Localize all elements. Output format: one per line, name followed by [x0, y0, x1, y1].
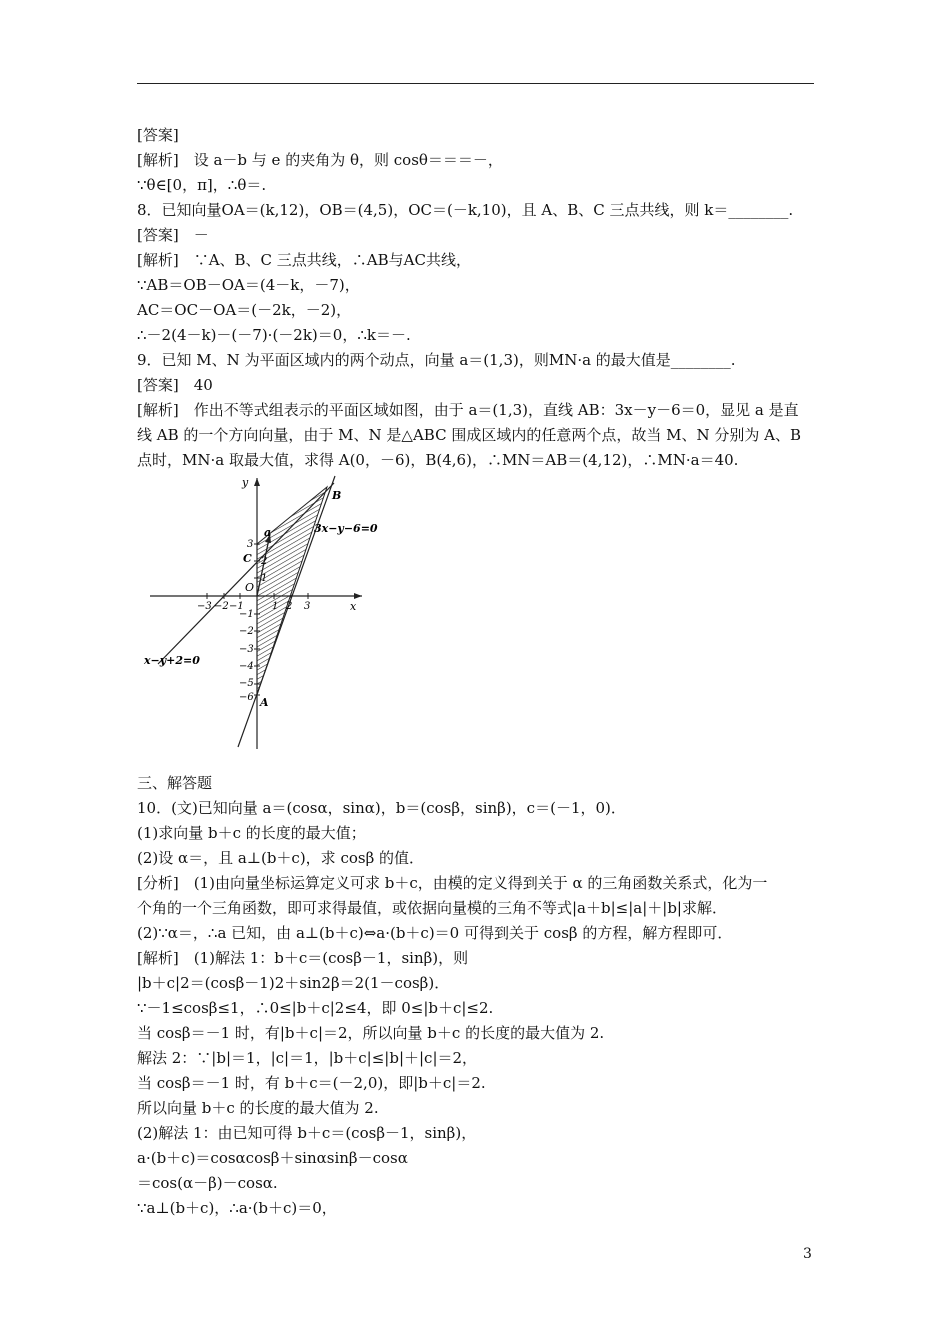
text-line: a·(b＋c)＝cosαcosβ＋sinαsinβ－cosα [137, 1149, 408, 1167]
text-line: 点时，MN·a 取最大值，求得 A(0，－6)，B(4,6)，∴MN＝AB＝(4,12)，∴MN·a＝40. [137, 451, 739, 469]
text-line: ∵θ∈[0，π]，∴θ＝. [137, 176, 267, 194]
text-line: [解析] (1)解法 1：b＋c＝(cosβ－1，sinβ)，则 [137, 949, 469, 967]
text-line: 8．已知向量OA＝(k,12)，OB＝(4,5)，OC＝(－k,10)，且 A、B、C 三点共线，则 k＝________. [137, 201, 794, 219]
text-line: 个角的一个三角函数，即可求得最值，或依据向量模的三角不等式|a＋b|≤|a|＋|b|求解． [137, 899, 727, 917]
x-tick-label: −1 [229, 601, 244, 612]
text-line: 线 AB 的一个方向向量，由于 M、N 是△ABC 围成区域内的任意两个点，故当 M、N 分别为 A、B [137, 426, 801, 444]
y-tick-label: 3 [247, 539, 254, 550]
y-tick-label: 2 [261, 556, 268, 567]
point-c-label: C [243, 552, 252, 565]
x-axis-label: x [350, 600, 357, 613]
x-axis-arrow [354, 593, 362, 599]
y-tick-label: 1 [261, 573, 268, 584]
text-line: 当 cosβ＝－1 时，有 b＋c＝(－2,0)，即|b＋c|＝2. [137, 1074, 486, 1092]
text-line: |b＋c|2＝(cosβ－1)2＋sin2β＝2(1－cosβ)． [137, 974, 450, 992]
y-tick-label: −2 [239, 626, 254, 637]
x-tick-label: 1 [272, 601, 279, 612]
text-line: [答案] 40 [137, 376, 213, 394]
y-tick-label: −4 [239, 661, 254, 672]
x-tick-label: 2 [286, 601, 293, 612]
text-line: [分析] (1)由向量坐标运算定义可求 b＋c，由模的定义得到关于 α 的三角函数关系式，化为一 [137, 874, 768, 892]
text-line: [答案] － [137, 226, 209, 244]
origin-label: O [245, 581, 255, 594]
text-line: ∵－1≤cosβ≤1，∴0≤|b＋c|2≤4，即 0≤|b＋c|≤2. [137, 999, 494, 1017]
text-line: AC＝OC－OA＝(－2k，－2)， [137, 301, 352, 319]
y-tick-label: −5 [239, 678, 254, 689]
text-line: [解析] ∵A、B、C 三点共线，∴AB与AC共线， [137, 251, 471, 269]
section-heading: 三、解答题 [137, 774, 213, 792]
text-line: ∵a⊥(b＋c)，∴a·(b＋c)＝0， [137, 1199, 337, 1217]
y-tick-label: −3 [239, 644, 254, 655]
text-line: [解析] 作出不等式组表示的平面区域如图，由于 a＝(1,3)，直线 AB：3x－y－6＝0，显见 a 是直 [137, 401, 799, 419]
text-line: (2)∵α＝，∴a 已知，由 a⊥(b＋c)⇔a·(b＋c)＝0 可得到关于 cosβ 的方程，解方程即可． [137, 924, 733, 942]
y-axis-label: y [242, 476, 249, 489]
figure-svg [140, 474, 385, 757]
text-line: 当 cosβ＝－1 时，有|b＋c|＝2，所以向量 b＋c 的长度的最大值为 2. [137, 1024, 605, 1042]
text-line: 解法 2：∵|b|＝1，|c|＝1，|b＋c|≤|b|＋|c|＝2， [137, 1049, 478, 1067]
text-line: 10．(文)已知向量 a＝(cosα，sinα)，b＝(cosβ，sinβ)，c＝(－1，0)． [137, 799, 626, 817]
line-ab-equation: 3x−y−6=0 [314, 522, 378, 535]
line-ac-equation: x−y+2=0 [144, 654, 200, 667]
x-tick-label: −2 [214, 601, 229, 612]
y-axis-arrow [254, 478, 260, 486]
text-line: [答案] [137, 126, 179, 144]
text-line: [解析] 设 a－b 与 e 的夹角为 θ，则 cosθ＝＝＝－， [137, 151, 503, 169]
text-line: (2)设 α＝，且 a⊥(b＋c)，求 cosβ 的值． [137, 849, 425, 867]
text-line: (2)解法 1：由已知可得 b＋c＝(cosβ－1，sinβ)， [137, 1124, 477, 1142]
x-tick-label: −3 [197, 601, 212, 612]
feasible-region-figure [140, 474, 385, 757]
text-line: ∵AB＝OB－OA＝(4－k，－7)， [137, 276, 360, 294]
text-line: ＝cos(α－β)－cosα. [137, 1174, 278, 1192]
y-tick-label: −6 [239, 692, 254, 703]
vector-a-label: a [264, 526, 272, 539]
point-b-label: B [332, 489, 342, 502]
y-tick-label: −1 [239, 609, 254, 620]
x-tick-label: 3 [304, 601, 311, 612]
text-line: 所以向量 b＋c 的长度的最大值为 2. [137, 1099, 379, 1117]
point-a-label: A [260, 696, 269, 709]
text-line: 9．已知 M、N 为平面区域内的两个动点，向量 a＝(1,3)，则MN·a 的最大值是________. [137, 351, 736, 369]
page-number: 3 [803, 1246, 812, 1262]
text-line: (1)求向量 b＋c 的长度的最大值； [137, 824, 366, 842]
text-line: ∴－2(4－k)－(－7)·(－2k)＝0，∴k＝－. [137, 326, 411, 344]
header-rule [137, 83, 814, 84]
